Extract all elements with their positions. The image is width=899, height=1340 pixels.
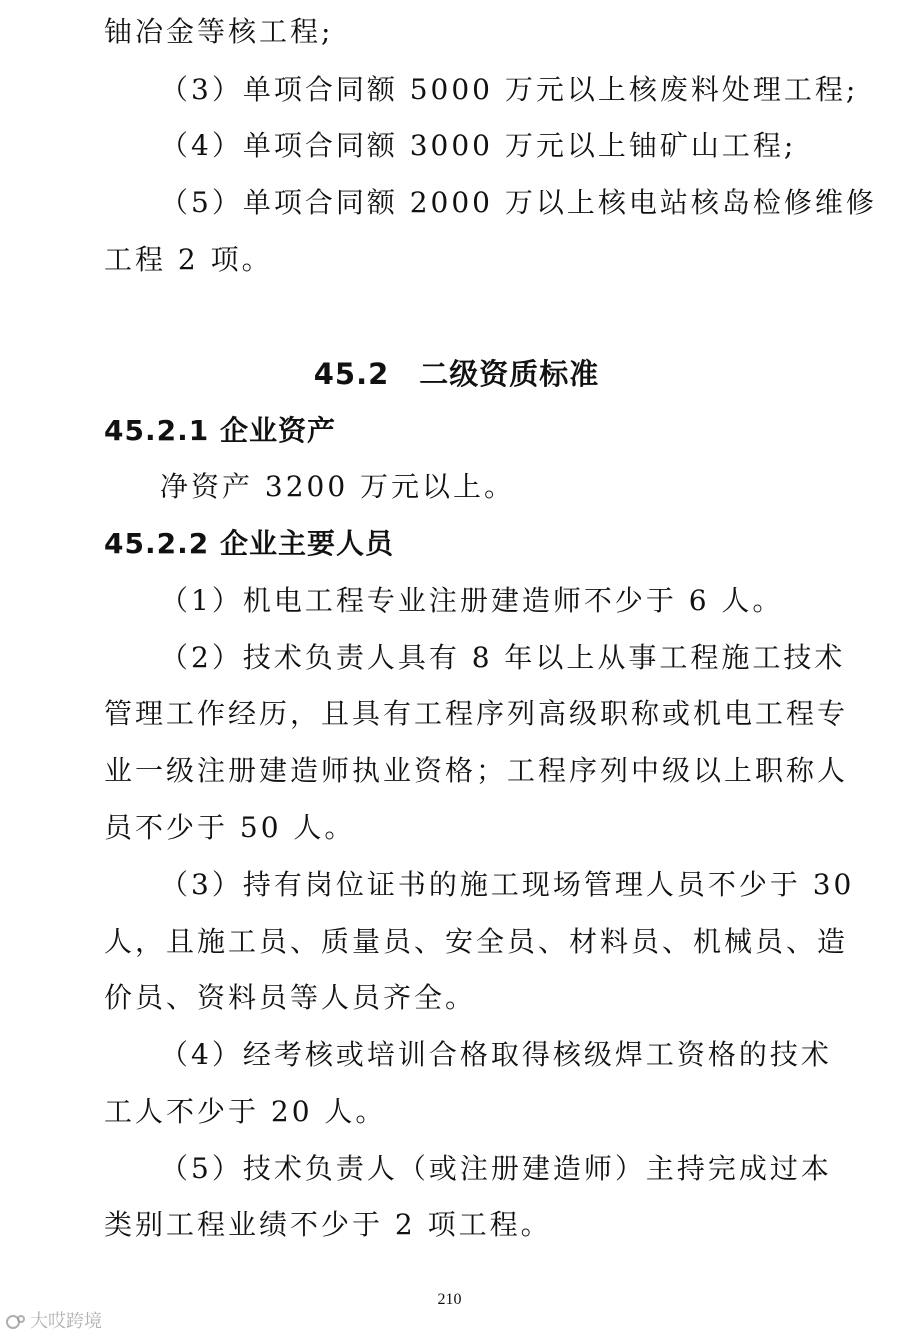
paragraph-line: 业一级注册建造师执业资格；工程序列中级以上职称人	[104, 754, 849, 787]
paragraph-line: 工程 2 项。	[104, 243, 273, 276]
list-item-4: （4）单项合同额 3000 万元以上铀矿山工程;	[160, 129, 797, 162]
page-number: 210	[437, 1291, 462, 1308]
personnel-item-3: （3）持有岗位证书的施工现场管理人员不少于 30	[160, 868, 855, 901]
list-item-3: （3）单项合同额 5000 万元以上核废料处理工程;	[160, 73, 859, 106]
paragraph-line: 人，且施工员、质量员、安全员、材料员、机械员、造	[104, 925, 849, 958]
personnel-item-4: （4）经考核或培训合格取得核级焊工资格的技术	[160, 1038, 832, 1071]
paragraph-line: 铀冶金等核工程;	[104, 15, 334, 48]
watermark	[6, 1310, 102, 1334]
section-heading: 45.2 二级资质标准	[313, 357, 600, 391]
personnel-item-5: （5）技术负责人（或注册建造师）主持完成过本	[160, 1152, 832, 1185]
paragraph-line: 员不少于 50 人。	[104, 811, 356, 844]
paragraph-line: 价员、资料员等人员齐全。	[104, 981, 477, 1014]
watermark-text: 大哎跨境	[30, 1311, 102, 1332]
assets-text: 净资产 3200 万元以上。	[160, 470, 516, 503]
personnel-item-1: （1）机电工程专业注册建造师不少于 6 人。	[160, 584, 784, 617]
paragraph-line: 管理工作经历，且具有工程序列高级职称或机电工程专	[104, 697, 849, 730]
paragraph-line: 类别工程业绩不少于 2 项工程。	[104, 1208, 552, 1241]
subsection-heading-assets: 45.2.1 企业资产	[104, 414, 336, 447]
paragraph-line: 工人不少于 20 人。	[104, 1095, 387, 1128]
list-item-5: （5）单项合同额 2000 万以上核电站核岛检修维修	[160, 186, 877, 219]
personnel-item-2: （2）技术负责人具有 8 年以上从事工程施工技术	[160, 641, 846, 674]
watermark-logo-icon	[6, 1313, 28, 1331]
subsection-heading-personnel: 45.2.2 企业主要人员	[104, 527, 394, 560]
